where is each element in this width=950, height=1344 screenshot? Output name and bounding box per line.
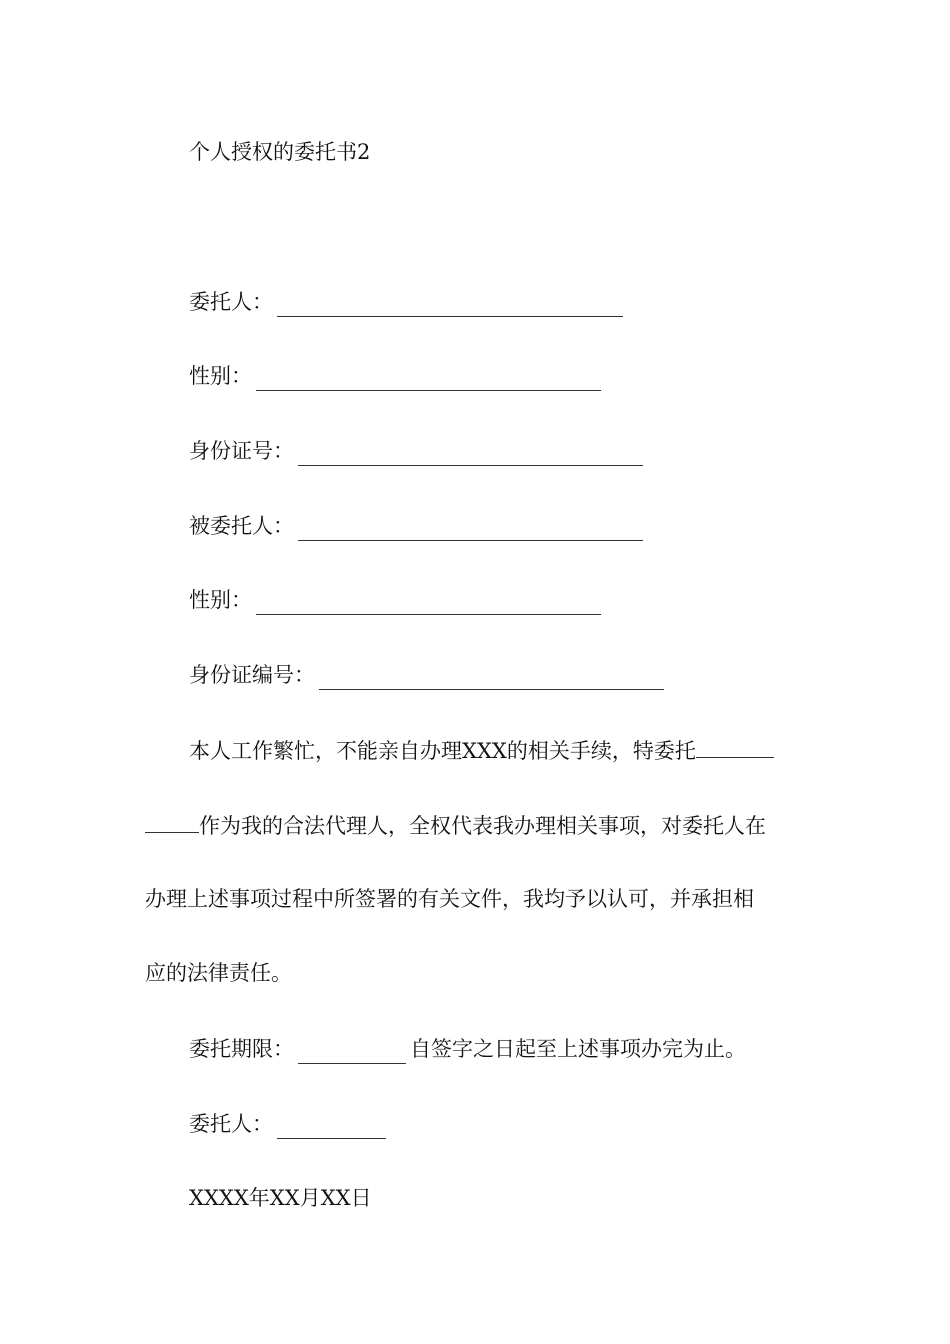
id2-label: 身份证编号：: [189, 663, 315, 687]
principal-blank[interactable]: [277, 294, 623, 317]
gender2-field: [189, 585, 601, 615]
principal-field: [189, 287, 623, 317]
signature-field: [189, 1109, 386, 1139]
document-date: XXXX年XX月XX日: [189, 1186, 372, 1210]
id1-blank[interactable]: [298, 443, 643, 466]
id1-label: 身份证号：: [189, 439, 294, 463]
gender2-label: 性别：: [189, 588, 252, 612]
id1-field: [189, 436, 643, 466]
id2-field: [189, 660, 664, 690]
term-blank[interactable]: [298, 1041, 406, 1064]
agent-name-blank-b[interactable]: [145, 810, 199, 833]
document-title: 个人授权的委托书2: [189, 140, 371, 164]
principal-label: 委托人：: [189, 290, 273, 314]
term-text: 自签字之日起至上述事项办完为止。: [410, 1037, 746, 1061]
agent-label: 被委托人：: [189, 514, 294, 538]
body-line-1: [189, 735, 774, 766]
agent-name-blank-a[interactable]: [696, 735, 774, 758]
body-line-2-text: 作为我的合法代理人，全权代表我办理相关事项，对委托人在: [199, 814, 766, 838]
body-line-1-text: 本人工作繁忙，不能亲自办理XXX的相关手续，特委托: [189, 739, 696, 763]
term-field: [189, 1034, 746, 1064]
body-line-4-text: 应的法律责任。: [145, 961, 292, 985]
body-line-4: [145, 958, 292, 988]
signature-label: 委托人：: [189, 1112, 273, 1136]
gender1-label: 性别：: [189, 364, 252, 388]
signature-blank[interactable]: [277, 1116, 386, 1139]
body-line-2: [145, 810, 766, 841]
id2-blank[interactable]: [319, 667, 664, 690]
agent-blank[interactable]: [298, 518, 643, 541]
gender2-blank[interactable]: [256, 592, 601, 615]
body-line-3-text: 办理上述事项过程中所签署的有关文件，我均予以认可，并承担相: [145, 887, 754, 911]
gender1-field: [189, 361, 601, 391]
gender1-blank[interactable]: [256, 368, 601, 391]
term-label: 委托期限：: [189, 1037, 294, 1061]
body-line-3: [145, 884, 754, 914]
agent-field: [189, 511, 643, 541]
